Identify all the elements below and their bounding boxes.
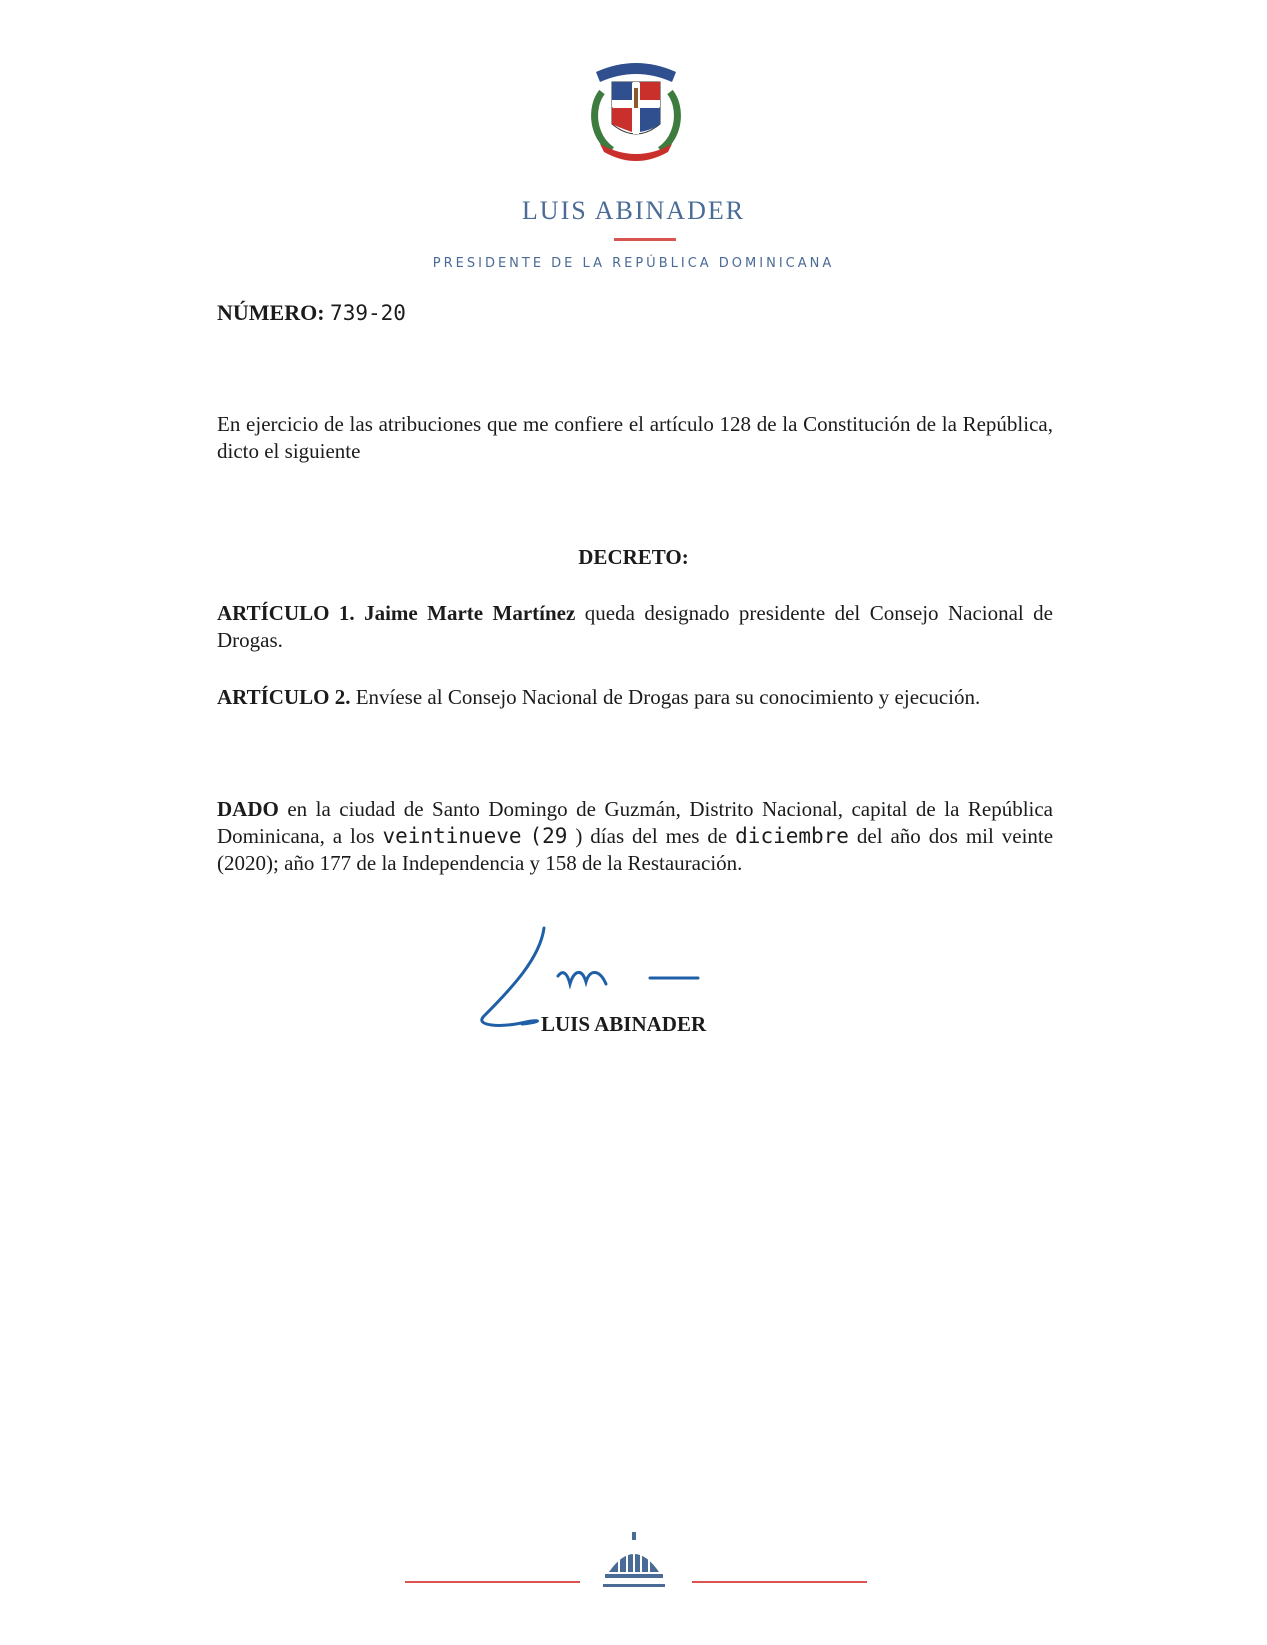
decree-number: [217, 300, 406, 326]
header-subtitle: PRESIDENTE DE LA REPÚBLICA DOMINICANA: [432, 256, 835, 271]
dado-text-3: del año dos mil veinte (2020); año 177 de la Independencia y 158 de la Restauración.: [217, 824, 1054, 875]
article-1-name: Jaime Marte Martínez: [364, 601, 576, 625]
article-1-label: ARTÍCULO 1.: [217, 601, 355, 625]
article-1: [217, 600, 1053, 654]
dado-text-1: en la ciudad de Santo Domingo de Guzmán, Distrito Nacional, capital de la República Dominicana, a los: [217, 797, 1054, 848]
decree-title: DECRETO:: [578, 545, 689, 569]
footer-divider-right: [692, 1581, 867, 1583]
intro-paragraph: En ejercicio de las atribuciones que me confiere el artículo 128 de la Constitución de la República, dicto el siguiente: [217, 412, 1053, 463]
article-2-label: ARTÍCULO 2.: [217, 685, 351, 709]
header-name: LUIS ABINADER: [521, 196, 746, 225]
decree-number-label: NÚMERO:: [217, 300, 325, 325]
dado-month: diciembre: [735, 824, 849, 848]
header-divider: [614, 238, 676, 241]
palace-dome-icon: [601, 1532, 667, 1592]
dado-paragraph: [217, 796, 1053, 877]
footer-divider-left: [405, 1581, 580, 1583]
article-2-text: Envíese al Consejo Nacional de Drogas para su conocimiento y ejecución.: [355, 685, 981, 709]
dado-day-words: veintinueve: [382, 824, 522, 848]
decree-number-value: 739-20: [330, 301, 406, 325]
dado-text-2: ) días del mes de: [575, 824, 728, 848]
article-2: [217, 684, 1053, 711]
article-1-text: queda designado presidente del Consejo Nacional de Drogas.: [217, 601, 1054, 652]
coat-of-arms-icon: [582, 52, 690, 162]
signer-name: LUIS ABINADER: [541, 1012, 707, 1036]
dado-day-number: (29: [529, 824, 568, 848]
dado-label: DADO: [217, 797, 279, 821]
